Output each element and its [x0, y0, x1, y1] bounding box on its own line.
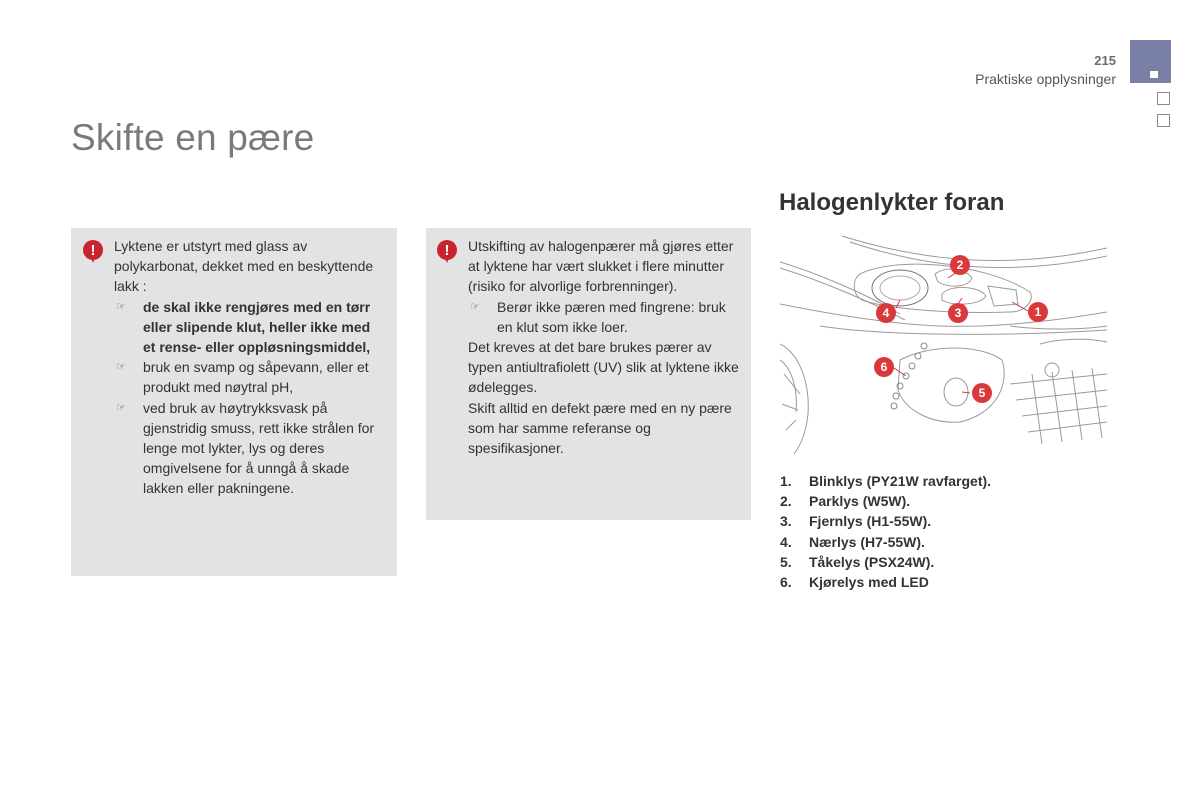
chapter-tab	[1130, 40, 1171, 83]
warning-bullet-text: Berør ikke pæren med fingrene: bruk en klut som ikke loer.	[497, 298, 726, 335]
callout-3	[948, 298, 968, 323]
warning-bullet	[114, 357, 383, 397]
arrow-bullet-icon: ☞	[116, 300, 126, 313]
warning-bullet-text: bruk en svamp og såpevann, eller et produkt med nøytral pH,	[143, 359, 369, 396]
list-item-number: 4.	[780, 533, 792, 550]
page-number: 215	[1094, 53, 1116, 68]
headlamp-diagram	[780, 234, 1107, 454]
svg-text:2: 2	[956, 258, 964, 272]
exclamation-warning-icon: !	[437, 240, 457, 260]
list-item-text: Fjernlys (H1-55W).	[809, 513, 932, 530]
list-item-number: 3.	[780, 513, 792, 530]
warning-box-left	[71, 228, 397, 576]
list-item-text: Blinklys (PY21W ravfarget).	[809, 473, 992, 489]
list-item-number: 2.	[780, 493, 792, 510]
exclamation-warning-icon: !	[83, 240, 103, 260]
warning-bullet	[114, 297, 383, 358]
warning-paragraph: Skift alltid en defekt pære med en ny pære som har samme referanse og spesifikasjoner.	[468, 399, 732, 457]
section-label: Praktiske opplysninger	[975, 71, 1116, 87]
list-item	[780, 552, 991, 572]
callout-1	[1012, 302, 1048, 322]
list-item-text: Nærlys (H7-55W).	[809, 533, 925, 550]
page-title: Skifte en pære	[71, 117, 315, 158]
list-item-number: 6.	[780, 574, 792, 591]
list-item-number: 5.	[780, 553, 792, 570]
warning-intro: Lyktene er utstyrt med glass av polykarbonat, dekket med en beskyttende lakk :	[114, 238, 374, 295]
svg-text:6: 6	[880, 360, 888, 374]
list-item-text: Kjørelys med LED	[809, 574, 929, 591]
list-item	[780, 471, 991, 491]
warning-bullet-text: de skal ikke rengjøres med en tørr eller slipende klut, heller ikke med et rense- eller oppløsningsmiddel,	[143, 298, 371, 356]
bulb-list	[780, 471, 991, 592]
chapter-tab-empty-1	[1157, 92, 1170, 105]
svg-text:4: 4	[882, 306, 890, 320]
warning-box-right	[426, 228, 751, 520]
list-item	[780, 491, 991, 511]
warning-paragraph: Det kreves at det bare brukes pærer av typen antiultrafiolett (UV) slik at lyktene ikke ødelegges.	[468, 339, 739, 396]
warning-bullet	[114, 398, 383, 499]
chapter-tab-empty-2	[1157, 114, 1170, 127]
list-item	[780, 511, 991, 531]
section-heading: Halogenlykter foran	[779, 189, 1005, 216]
list-item	[780, 572, 991, 592]
list-item-number: 1.	[780, 473, 792, 489]
list-item-text: Tåkelys (PSX24W).	[809, 553, 935, 570]
warning-bullet	[468, 297, 741, 337]
svg-text:3: 3	[954, 306, 962, 320]
warning-intro: Utskifting av halogenpærer må gjøres etter at lyktene har vært slukket i flere minutter (risiko for alvorlige forbrenninger).	[468, 238, 734, 295]
list-item	[780, 532, 991, 552]
svg-text:5: 5	[978, 386, 986, 400]
list-item-text: Parklys (W5W).	[809, 493, 911, 510]
arrow-bullet-icon: ☞	[470, 300, 480, 313]
svg-text:1: 1	[1034, 305, 1042, 319]
chapter-tab-marker	[1150, 71, 1158, 78]
warning-bullet-text: ved bruk av høytrykksvask på gjenstridig smuss, rett ikke strålen for lenge mot lykter, lys og deres omgivelsene for å unngå å skade lakken eller pakningene.	[143, 399, 375, 497]
callout-6	[874, 357, 906, 377]
arrow-bullet-icon: ☞	[116, 361, 126, 374]
arrow-bullet-icon: ☞	[116, 401, 126, 414]
